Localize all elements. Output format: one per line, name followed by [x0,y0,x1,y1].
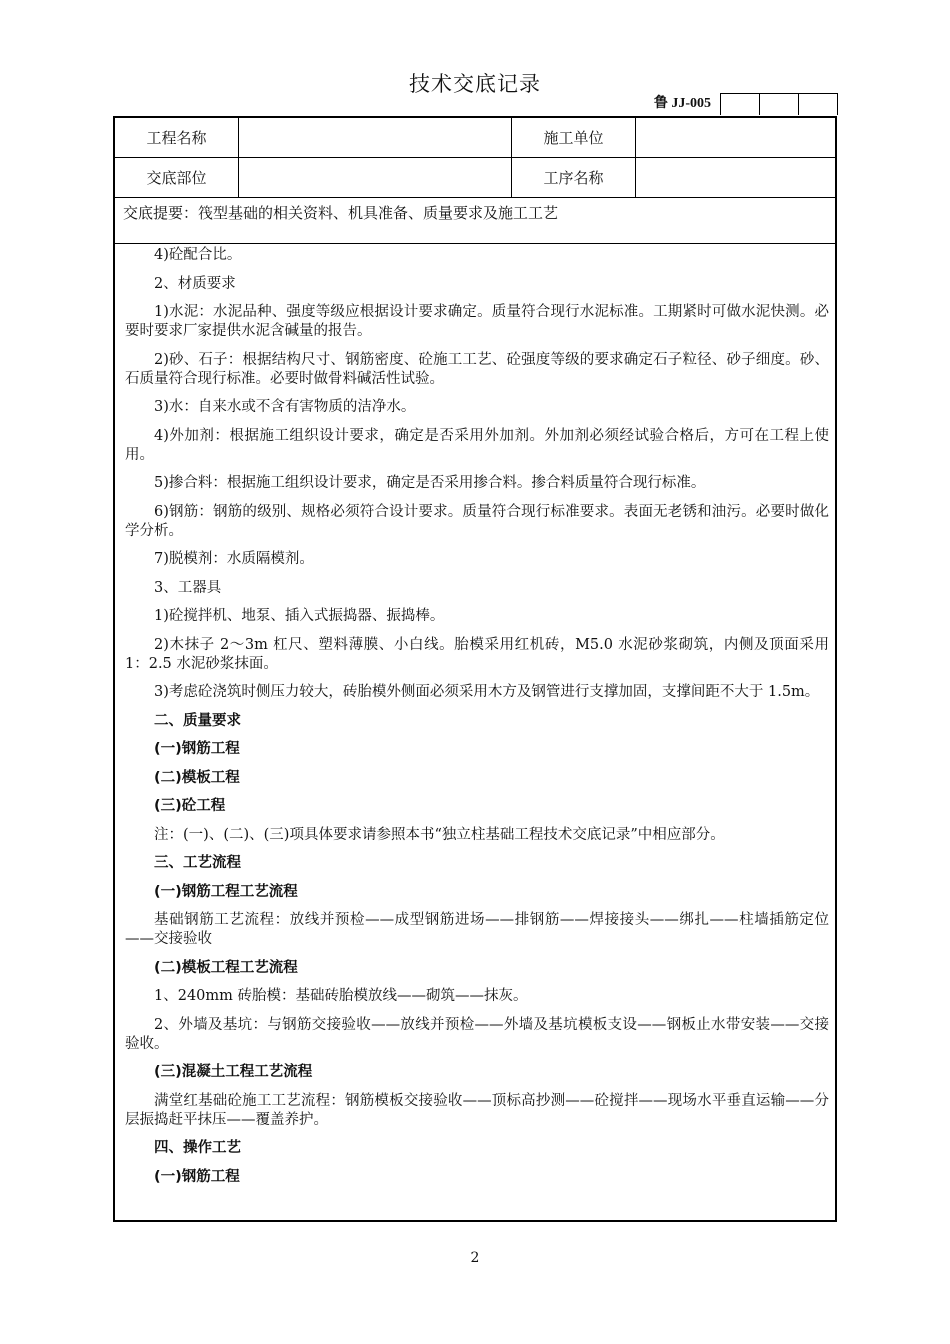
content-paragraph: 4)外加剂：根据施工组织设计要求，确定是否采用外加剂。外加剂必须经试验合格后，方可在工程上使用。 [125,427,829,463]
header-row-2 [115,158,835,198]
section-heading: (二)模板工程 [154,769,240,786]
handover-content [125,246,829,1196]
process-name-label: 工序名称 [512,158,636,197]
section-heading: (一)钢筋工程 [154,741,240,757]
content-paragraph: 5)掺合料：根据施工组织设计要求，确定是否采用掺合料。掺合料质量符合现行标准。 [154,475,706,491]
content-paragraph: 1)水泥：水泥品种、强度等级应根据设计要求确定。质量符合现行水泥标准。工期紧时可做水泥快测。必要时要求厂家提供水泥含碱量的报告。 [125,304,829,339]
section-heading: 二、质量要求 [154,712,241,729]
form-code: 鲁 JJ-005 [653,96,711,111]
content-paragraph: 2、外墙及基坑：与钢筋交接验收——放线并预检——外墙及基坑模板支设——钢板止水带安装——交接验收。 [125,1016,829,1052]
content-paragraph: 1)砼搅拌机、地泵、插入式振捣器、振捣棒。 [154,608,445,624]
project-name-label: 工程名称 [115,118,239,157]
content-paragraph: 基础钢筋工艺流程：放线并预检——成型钢筋进场——排钢筋——焊接接头——绑扎——柱墙插筋定位——交接验收 [125,912,829,947]
content-paragraph: 1、240mm 砖胎模：基础砖胎模放线——砌筑——抹灰。 [154,988,528,1004]
form-code-row [654,93,838,115]
section-heading: (三)砼工程 [154,798,226,814]
document-title: 技术交底记录 [409,72,541,96]
code-box [720,93,760,115]
content-paragraph: 3)水：自来水或不含有害物质的洁净水。 [154,399,416,415]
section-heading: 三、工艺流程 [154,855,241,871]
handover-part-value [239,158,512,197]
section-heading: (一)钢筋工程 [154,1168,240,1185]
process-name-value [636,158,835,197]
content-paragraph: 3)考虑砼浇筑时侧压力较大，砖胎模外侧面必须采用木方及钢管进行支撑加固，支撑间距不大于 1.5m。 [154,684,820,700]
content-paragraph: 7)脱模剂：水质隔模剂。 [154,551,314,567]
header-row-1 [115,118,835,158]
content-paragraph: 2、材质要求 [154,275,236,292]
code-box [798,93,838,115]
content-paragraph: 注：(一)、(二)、(三)项具体要求请参照本书“独立柱基础工程技术交底记录”中相应部分。 [154,826,725,843]
code-box [759,93,799,115]
section-heading: 四、操作工艺 [154,1140,241,1156]
content-paragraph: 2)木抹子 2～3m 杠尺、塑料薄膜、小白线。胎模采用红机砖，M5.0 水泥砂浆砌筑，内侧及顶面采用 1：2.5 水泥砂浆抹面。 [125,636,829,672]
construction-unit-value [636,118,835,157]
content-paragraph: 2)砂、石子：根据结构尺寸、钢筋密度、砼施工工艺、砼强度等级的要求确定石子粒径、砂子细度。砂、石质量符合现行标准。必要时做骨料碱活性试验。 [125,351,829,387]
project-name-value [239,118,512,157]
page-number: 2 [470,1250,480,1266]
content-paragraph: 满堂红基础砼施工工艺流程：钢筋模板交接验收——顶标高抄测——砼搅拌——现场水平垂直运输——分层振捣赶平抹压——覆盖养护。 [125,1092,829,1128]
section-heading: (二)模板工程工艺流程 [154,959,298,976]
handover-part-label: 交底部位 [115,158,239,197]
construction-unit-label: 施工单位 [512,118,636,157]
section-heading: (一)钢筋工程工艺流程 [154,883,298,900]
content-paragraph: 4)砼配合比。 [154,247,242,263]
content-paragraph: 3、工器具 [154,579,222,596]
record-table [113,116,837,1222]
section-heading: (三)混凝土工程工艺流程 [154,1064,313,1080]
handover-summary: 交底提要：筏型基础的相关资料、机具准备、质量要求及施工工艺 [115,198,835,244]
content-paragraph: 6)钢筋：钢筋的级别、规格必须符合设计要求。质量符合现行标准要求。表面无老锈和油污。必要时做化学分析。 [125,503,829,539]
